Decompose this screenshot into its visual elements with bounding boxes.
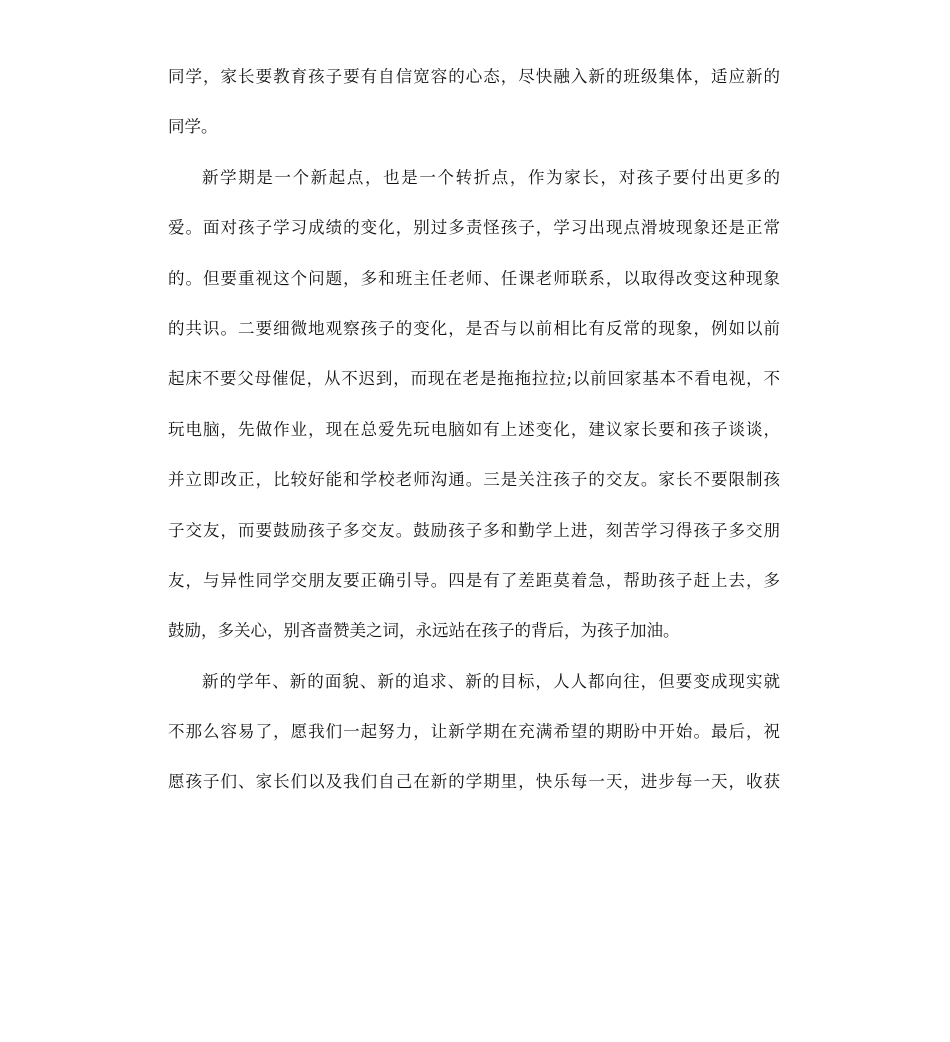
text-line-11: 友，与异性同学交朋友要正确引导。四是有了差距莫着急，帮助孩子赶上去，多 xyxy=(168,570,780,590)
text-line-10: 子交友，而要鼓励孩子多交友。鼓励孩子多和勤学上进，刻苦学习得孩子多交朋 xyxy=(168,520,780,540)
text-line-13: 新的学年、新的面貌、新的追求、新的目标，人人都向往，但要变成现实就 xyxy=(202,671,780,691)
text-line-8: 玩电脑，先做作业，现在总爱先玩电脑如有上述变化，建议家长要和孩子谈谈， xyxy=(168,419,780,439)
text-line-2: 同学。 xyxy=(168,117,218,137)
text-line-9: 并立即改正，比较好能和学校老师沟通。三是关注孩子的交友。家长不要限制孩 xyxy=(168,470,780,490)
text-line-5: 的。但要重视这个问题，多和班主任老师、任课老师联系，以取得改变这种现象 xyxy=(168,268,780,288)
text-line-4: 爱。面对孩子学习成绩的变化，别过多责怪孩子，学习出现点滑坡现象还是正常 xyxy=(168,218,780,238)
text-line-12: 鼓励，多关心，别吝啬赞美之词，永远站在孩子的背后，为孩子加油。 xyxy=(168,621,680,641)
text-line-7: 起床不要父母催促，从不迟到，而现在老是拖拖拉拉;以前回家基本不看电视，不 xyxy=(168,369,780,389)
document-body xyxy=(168,52,780,808)
text-line-14: 不那么容易了，愿我们一起努力，让新学期在充满希望的期盼中开始。最后，祝 xyxy=(168,722,780,742)
text-line-15: 愿孩子们、家长们以及我们自己在新的学期里，快乐每一天，进步每一天，收获 xyxy=(168,772,780,792)
text-line-1: 同学，家长要教育孩子要有自信宽容的心态，尽快融入新的班级集体，适应新的 xyxy=(168,67,780,86)
text-line-6: 的共识。二要细微地观察孩子的变化，是否与以前相比有反常的现象，例如以前 xyxy=(168,318,780,338)
text-line-3: 新学期是一个新起点，也是一个转折点，作为家长，对孩子要付出更多的 xyxy=(202,167,780,187)
